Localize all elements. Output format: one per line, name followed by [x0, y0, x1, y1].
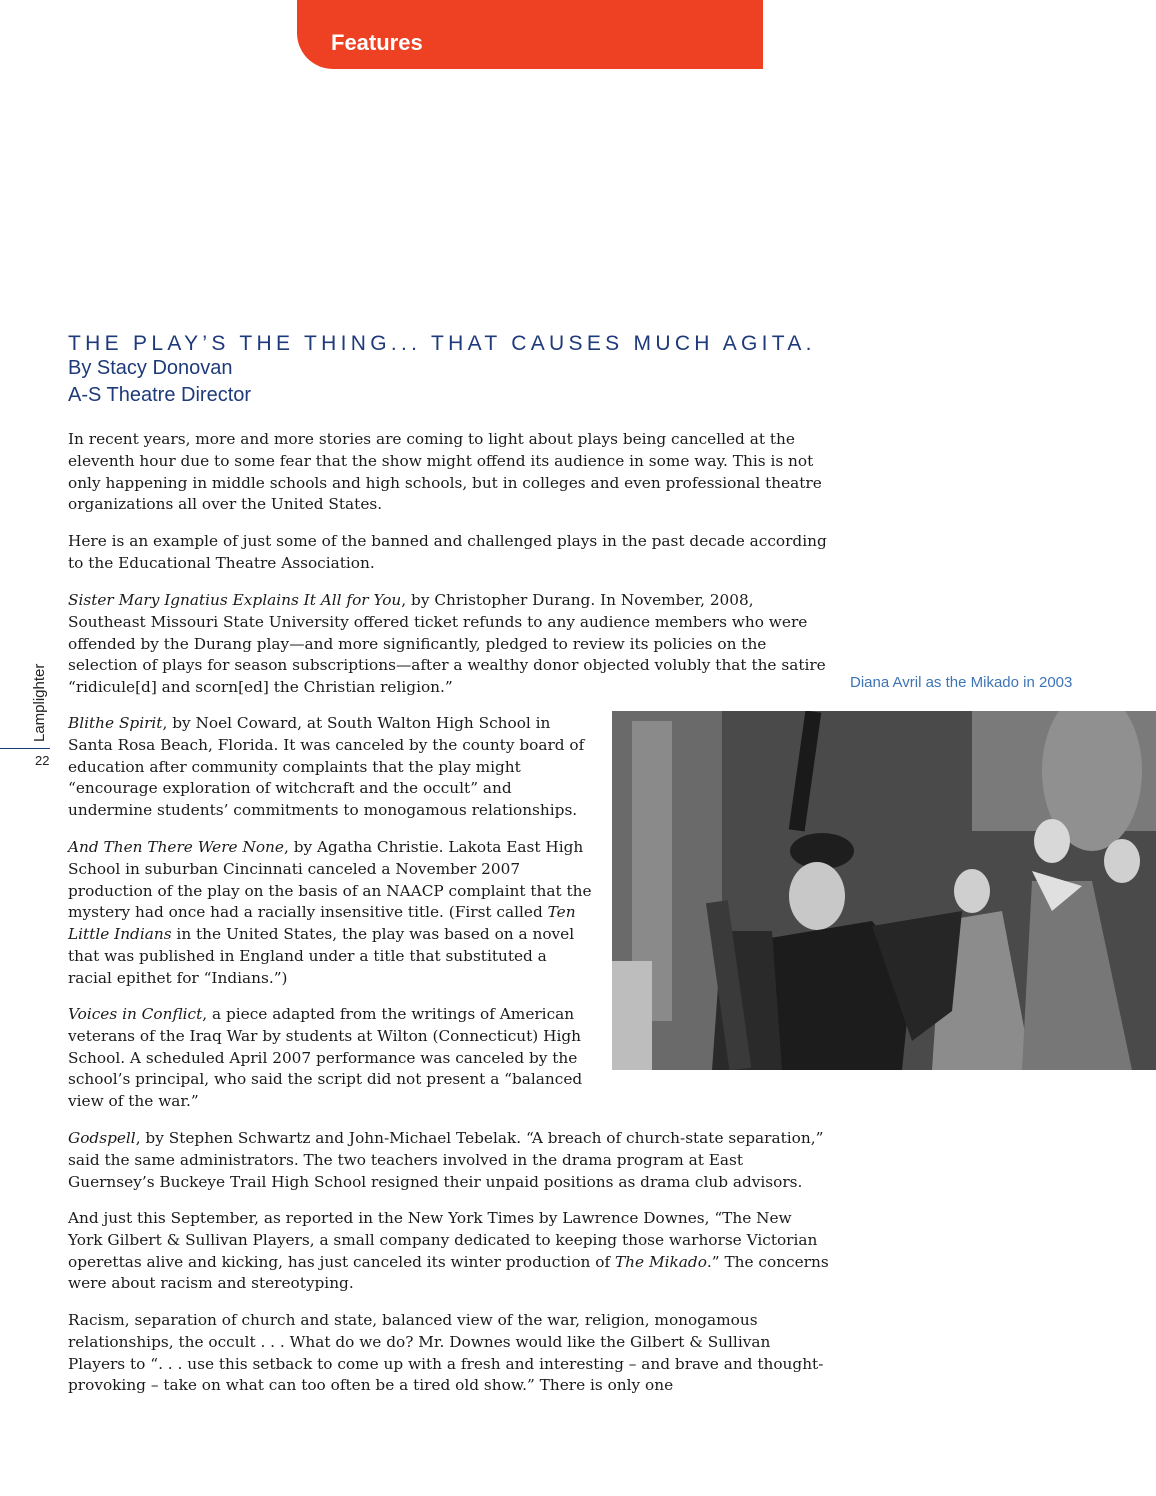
publication-name: Lamplighter — [31, 663, 48, 742]
sidebar-divider — [0, 748, 50, 749]
section-tab — [297, 0, 763, 69]
paragraph-sister-mary — [68, 590, 830, 699]
paragraph-text: , a piece adapted from the writings of American veterans of the Iraq War by students at Wilton (Connecticut) High School. A scheduled April 2007 performance was canceled by the school’s principal, who said the script did not present a “balanced view of the war.” — [68, 1005, 583, 1111]
paragraph-and-then-there-were-none — [68, 837, 593, 990]
author-title: A-S Theatre Director — [68, 384, 252, 406]
play-title: Voices in Conflict — [68, 1005, 203, 1023]
paragraph-text: , by Agatha Christie. Lakota East High School in suburban Cincinnati canceled a November 2007 production of the play on the basis of an NAACP complaint that the mystery had once had a racially insensitive title. (First called — [68, 838, 592, 922]
paragraph-text: , by Stephen Schwartz and John-Michael Tebelak. “A breach of church-state separation,” said the same administrators. The two teachers involved in the drama program at East Guernsey’s Buckeye Trail High School resigned their unpaid positions as drama club advisors. — [68, 1129, 824, 1191]
paragraph-conclusion: Racism, separation of church and state, balanced view of the war, religion, monogamous relationships, the occult . . . What do we do? Mr. Downes would like the Gilbert & Sullivan Players to “. . . use this setback to come up with a fresh and interesting – and brave and thought-provoking – take on what can too often be a tired old show.” There is only one — [68, 1311, 824, 1395]
paragraph-text: And just this September, as reported in the New York Times by Lawrence Downes, “The New York Gilbert & Sullivan Players, a small company dedicated to keeping those warhorse Victorian operettas alive and kicking, has just canceled its winter production of — [68, 1209, 818, 1271]
paragraph-voices-in-conflict — [68, 1004, 593, 1113]
mikado-photo — [612, 711, 1156, 1070]
photo-caption: Diana Avril as the Mikado in 2003 — [850, 674, 1073, 691]
paragraph-mikado — [68, 1208, 830, 1295]
play-title: Sister Mary Ignatius Explains It All for You — [68, 591, 402, 609]
paragraph-text: .” The concerns were about racism and stereotyping. — [68, 1252, 829, 1293]
paragraph-text: , by Noel Coward, at South Walton High School in Santa Rosa Beach, Florida. It was canceled by the county board of education after community complaints that the play might “encourage exploration of witchcraft and the occult” and undermine students’ commitments to monogamous relationships. — [68, 714, 585, 820]
section-label: Features — [331, 30, 423, 55]
play-title: Godspell — [68, 1129, 136, 1147]
play-title: The Mikado — [614, 1252, 707, 1271]
play-title: Blithe Spirit — [68, 714, 163, 732]
paragraph-example-list: Here is an example of just some of the banned and challenged plays in the past decade according to the Educational Theatre Association. — [68, 532, 827, 572]
paragraph-blithe-spirit — [68, 713, 593, 822]
paragraph-text: in the United States, the play was based on a novel that was published in England under a title that substituted a racial epithet for “Indians.”) — [68, 925, 575, 987]
play-title-alt: Ten Little Indians — [68, 903, 576, 944]
play-title: And Then There Were None — [68, 838, 284, 856]
paragraph-godspell — [68, 1128, 830, 1193]
paragraph-text: , by Christopher Durang. In November, 2008, Southeast Missouri State University offered ticket refunds to any audience members who were offended by the Durang play—and more significantly, pledged to review its policies on the selection of plays for season subscriptions—after a wealthy donor objected volubly that the satire “ridicule[d] and scorn[ed] the Christian religion.” — [68, 591, 826, 697]
paragraph-intro: In recent years, more and more stories are coming to light about plays being cancelled at the eleventh hour due to some fear that the show might offend its audience in some way. This is not only happening in middle schools and high schools, but in colleges and even professional theatre organizations all over the United States. — [68, 430, 822, 514]
article-headline: THE PLAY’S THE THING... THAT CAUSES MUCH AGITA. — [68, 332, 816, 355]
page-number: 22 — [35, 753, 50, 768]
article-byline: By Stacy Donovan — [68, 357, 233, 379]
